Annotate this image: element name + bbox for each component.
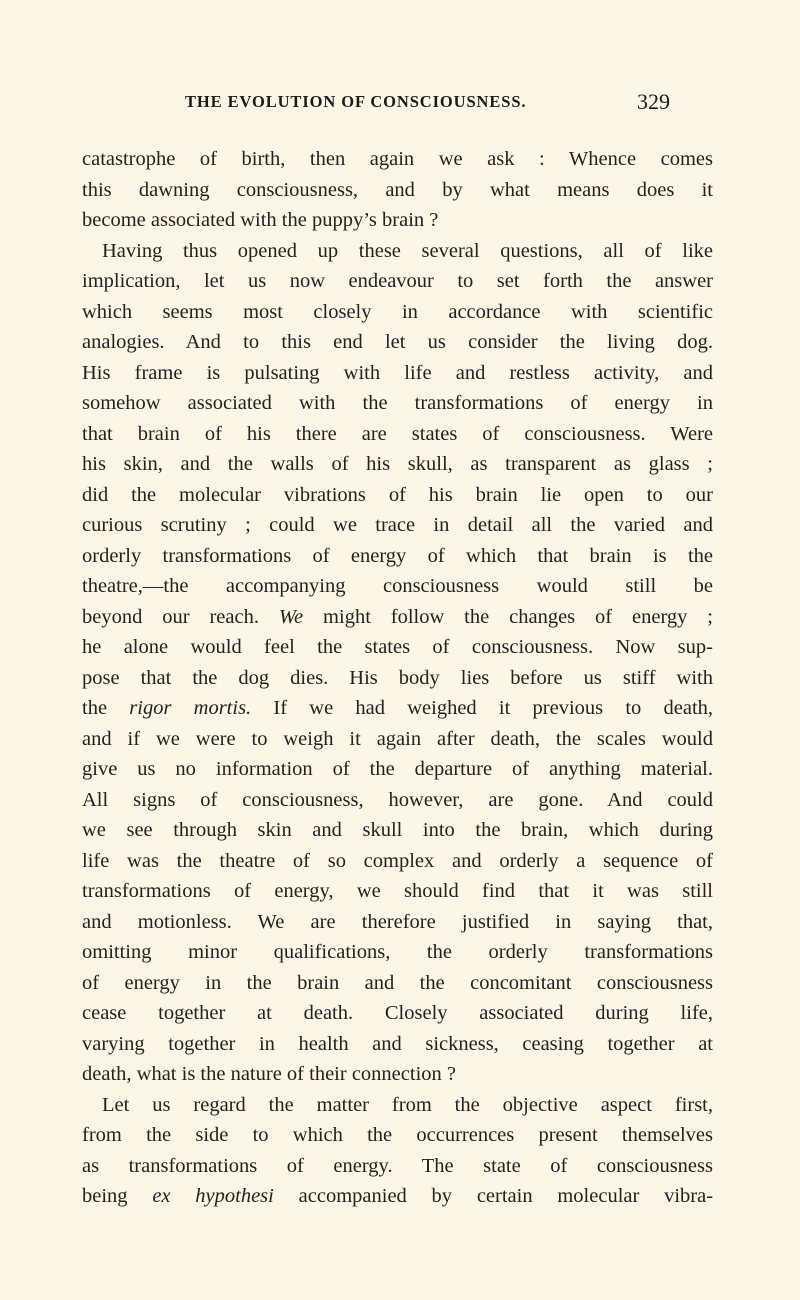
text-fragment: the [82,697,108,719]
text-line: as transformations of energy. The state of consciousness [82,1154,713,1177]
text-line: this dawning consciousness, and by what means does it [82,178,713,201]
text-line: Having thus opened up these several questions, all of like [102,239,713,262]
text-line: which seems most closely in accordance with scientific [82,300,713,323]
text-line: that brain of his there are states of consciousness. Were [82,422,713,445]
text-line: curious scrutiny ; could we trace in detail all the varied and [82,514,713,536]
text-line: Let us regard the matter from the objective aspect first, [102,1093,713,1116]
text-line: become associated with the puppy’s brain ? [82,209,439,231]
text-line: and motionless. We are therefore justified in saying that, [82,910,713,933]
page-header [0,89,800,122]
text-line: His frame is pulsating with life and restless activity, and [82,361,713,384]
text-line: somehow associated with the transformations of energy in [82,392,713,414]
text-line: and if we were to weigh it again after death, the scales would [82,727,713,750]
text-line: varying together in health and sickness, ceasing together at [82,1032,713,1055]
body-text [82,144,713,1212]
text-line: cease together at death. Closely associated during life, [82,1002,713,1024]
text-fragment: accompanied by certain molecular vibra- [298,1185,714,1207]
text-line: of energy in the brain and the concomitant consciousness [82,971,713,994]
text-line: theatre,—the accompanying consciousness would still be [82,575,713,597]
text-line: did the molecular vibrations of his brain lie open to our [82,483,713,506]
text-fragment: might follow the changes of energy ; [323,605,713,628]
text-line: implication, let us now endeavour to set forth the answer [82,270,713,292]
text-line [82,1181,713,1212]
text-line: he alone would feel the states of consciousness. Now sup- [82,636,713,658]
text-fragment: being [82,1185,128,1207]
text-line [82,602,713,633]
text-fragment: beyond our reach. [82,605,259,628]
italic-text: ex hypothesi [152,1185,274,1207]
text-line: analogies. And to this end let us consider the living dog. [82,331,713,353]
italic-text: rigor mortis. [129,697,252,719]
text-line: life was the theatre of so complex and orderly a sequence of [82,849,713,872]
running-head: THE EVOLUTION OF CONSCIOUSNESS. [185,92,527,111]
text-line: we see through skin and skull into the brain, which during [82,819,713,841]
text-line: orderly transformations of energy of which that brain is the [82,544,713,567]
text-fragment: If we had weighed it previous to death, [273,697,714,719]
text-line: transformations of energy, we should find that it was still [82,880,713,902]
italic-text: We [278,605,304,628]
text-line: catastrophe of birth, then again we ask : Whence comes [82,148,713,170]
text-line: from the side to which the occurrences present themselves [82,1124,713,1146]
text-line: omitting minor qualifications, the orderly transformations [82,941,713,963]
text-line: give us no information of the departure of anything material. [82,758,713,780]
text-line: All signs of consciousness, however, are gone. And could [82,788,713,811]
text-line: death, what is the nature of their connection ? [82,1063,456,1085]
text-line: pose that the dog dies. His body lies before us stiff with [82,666,713,689]
page-number: 329 [637,89,670,114]
text-line: his skin, and the walls of his skull, as transparent as glass ; [82,453,713,475]
text-line [82,693,713,724]
